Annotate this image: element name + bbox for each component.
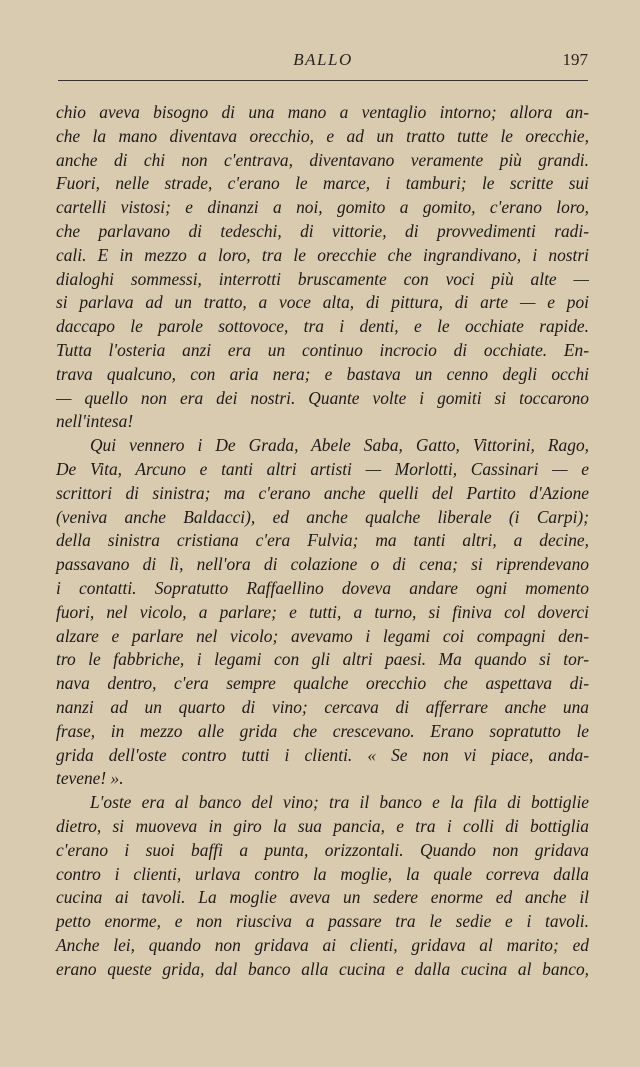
text-line: erano queste grida, dal banco alla cucina e dalla cucina al banco, bbox=[56, 958, 589, 979]
text-line: nanzi ad un quarto di vino; cercava di afferrare anche una bbox=[56, 696, 589, 717]
text-line: dialoghi sommessi, interrotti bruscamente con voci più alte — bbox=[56, 268, 589, 289]
text-line: Fuori, nelle strade, c'erano le marce, i tamburi; le scritte sui bbox=[56, 173, 589, 194]
text-line: De Vita, Arcuno e tanti altri artisti — Morlotti, Cassinari — e bbox=[56, 458, 589, 479]
text-line: nell'intesa! bbox=[56, 411, 134, 432]
text-line: cali. E in mezzo a loro, tra le orecchie che ingrandivano, i nostri bbox=[56, 244, 589, 265]
page-header bbox=[58, 50, 588, 74]
text-line: fuori, nel vicolo, a parlare; e tutti, a turno, si finiva col doverci bbox=[56, 601, 589, 622]
text-line: della sinistra cristiana c'era Fulvia; ma tanti altri, a decine, bbox=[56, 530, 589, 551]
text-line: scrittori di sinistra; ma c'erano anche quelli del Partito d'Azione bbox=[56, 482, 589, 503]
text-line: frase, in mezzo alle grida che crescevano. Erano sopratutto le bbox=[56, 720, 589, 741]
text-line: alzare e parlare nel vicolo; avevamo i legami coi compagni den- bbox=[56, 625, 589, 646]
text-line: che la mano diventava orecchio, e ad un tratto tutte le orecchie, bbox=[56, 125, 589, 146]
text-line: anche di chi non c'entrava, diventavano veramente più grandi. bbox=[56, 149, 589, 170]
text-line: contro i clienti, urlava contro la moglie, la quale correva dalla bbox=[56, 863, 589, 884]
paragraph-start-line: Qui vennero i De Grada, Abele Saba, Gatto, Vittorini, Rago, bbox=[90, 435, 589, 456]
paragraph-start-line: L'oste era al banco del vino; tra il banco e la fila di bottiglie bbox=[90, 792, 589, 813]
text-line: — quello non era dei nostri. Quante volte i gomiti si toccarono bbox=[56, 387, 589, 408]
text-line: tro le fabbriche, i legami con gli altri paesi. Ma quando si tor- bbox=[56, 649, 589, 670]
text-line: che parlavano di tedeschi, di vittorie, di provvedimenti radi- bbox=[56, 220, 589, 241]
text-line: nava dentro, c'era sempre qualche orecchio che aspettava di- bbox=[56, 673, 589, 694]
text-line: tevene! ». bbox=[56, 768, 124, 789]
text-line: cucina ai tavoli. La moglie aveva un sedere enorme ed anche il bbox=[56, 887, 589, 908]
text-line: trava qualcuno, con aria nera; e bastava un cenno degli occhi bbox=[56, 363, 589, 384]
text-line: cartelli vistosi; e dinanzi a noi, gomito a gomito, c'erano loro, bbox=[56, 197, 589, 218]
text-line: c'erano i suoi baffi a punta, orizzontali. Quando non gridava bbox=[56, 839, 589, 860]
text-line: grida dell'oste contro tutti i clienti. « Se non vi piace, anda- bbox=[56, 744, 589, 765]
text-line: Anche lei, quando non gridava ai clienti, gridava al marito; ed bbox=[56, 934, 589, 955]
text-line: petto enorme, e non riusciva a passare tra le sedie e i tavoli. bbox=[56, 911, 589, 932]
text-line: (veniva anche Baldacci), ed anche qualche liberale (i Carpi); bbox=[56, 506, 589, 527]
text-line: daccapo le parole sottovoce, tra i denti, e le occhiate rapide. bbox=[56, 316, 589, 337]
header-rule bbox=[58, 80, 588, 81]
text-line: si parlava ad un tratto, a voce alta, di pittura, di arte — e poi bbox=[56, 292, 589, 313]
page-number: 197 bbox=[562, 50, 588, 69]
text-line: chio aveva bisogno di una mano a ventaglio intorno; allora an- bbox=[56, 102, 589, 122]
running-title: BALLO bbox=[293, 50, 353, 69]
text-line: Tutta l'osteria anzi era un continuo incrocio di occhiate. En- bbox=[56, 339, 589, 360]
text-line: i contatti. Sopratutto Raffaellino doveva andare ogni momento bbox=[56, 577, 589, 598]
text-line: dietro, si muoveva in giro la sua pancia, e tra i colli di bottiglia bbox=[56, 815, 589, 836]
body-text bbox=[56, 101, 589, 981]
text-line: passavano di lì, nell'ora di colazione o di cena; si riprendevano bbox=[56, 554, 589, 575]
